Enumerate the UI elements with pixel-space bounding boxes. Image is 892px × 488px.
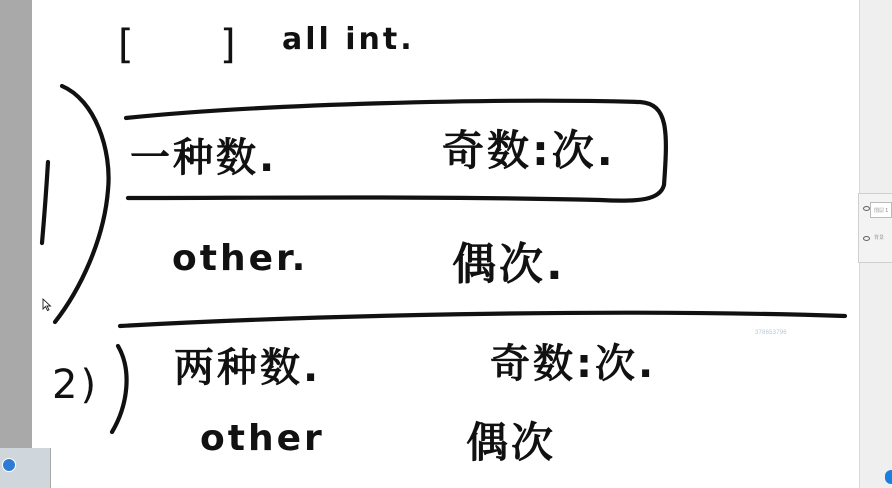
layer-label: 背景 xyxy=(874,235,885,241)
floating-action-button[interactable] xyxy=(885,470,892,484)
case2-number: 2) xyxy=(52,362,100,408)
case2-row2-left: other xyxy=(200,418,325,459)
case1-number-stroke xyxy=(42,162,48,243)
avatar xyxy=(2,458,16,472)
layer-label: 图层 1 xyxy=(874,208,889,214)
case1-row1-right: 奇数:次. xyxy=(442,126,616,175)
separator-line xyxy=(120,313,845,326)
case2-paren xyxy=(112,346,127,432)
arrow-cursor-icon xyxy=(42,298,52,312)
case1-brace xyxy=(55,86,109,322)
layers-panel[interactable] xyxy=(858,193,892,263)
case1-number xyxy=(34,168,38,169)
case2-row1-right: 奇数:次. xyxy=(490,341,657,387)
layer-row-2[interactable] xyxy=(861,230,891,248)
header-text: all int. xyxy=(282,22,415,57)
header-bracket-close: ] xyxy=(220,22,239,68)
webcam-preview xyxy=(0,448,51,488)
watermark-id: 378653796 xyxy=(755,330,787,336)
layer-row-1[interactable] xyxy=(861,200,891,218)
eye-icon[interactable] xyxy=(863,236,870,241)
case2-row1-left: 两种数. xyxy=(174,345,322,391)
eye-icon[interactable] xyxy=(863,206,870,211)
header-bracket-open: [ xyxy=(118,22,137,68)
case1-row2-right: 偶次. xyxy=(452,239,566,290)
case1-row2-left: other. xyxy=(172,238,309,279)
case1-row1-left: 一种数. xyxy=(130,135,278,181)
case2-row2-right: 偶次 xyxy=(466,418,557,467)
